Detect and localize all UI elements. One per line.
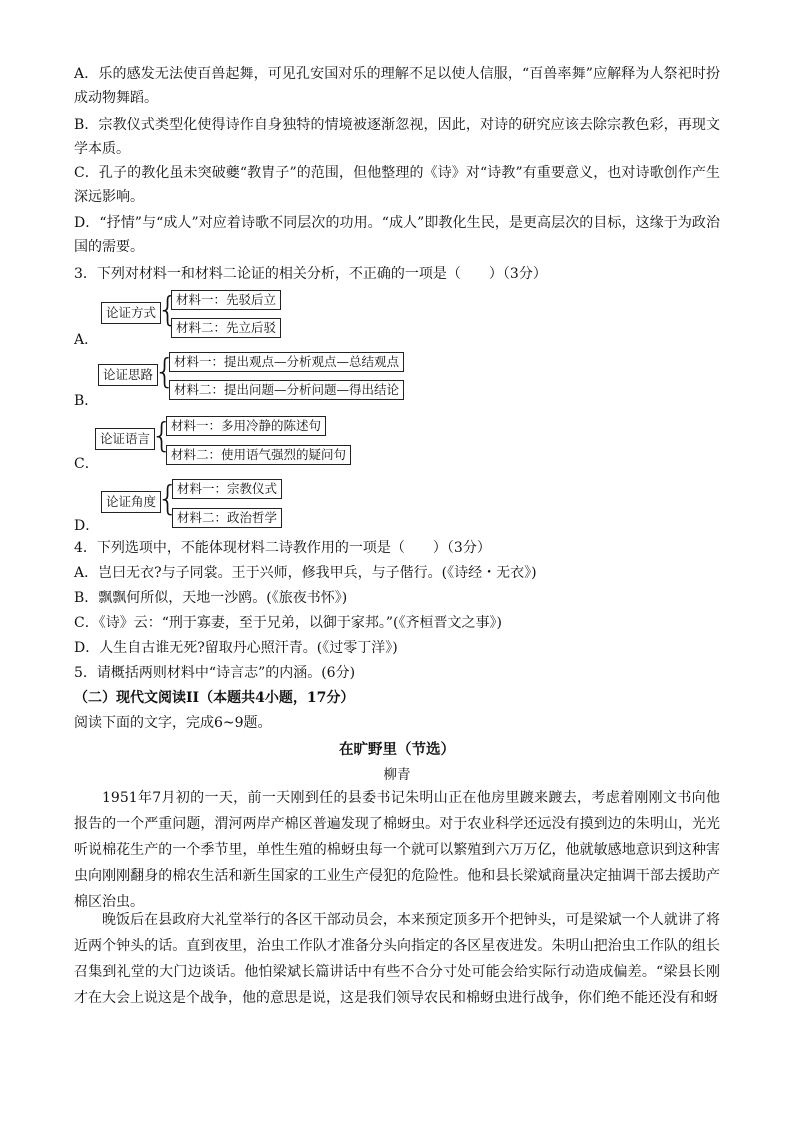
q3-option-d-main-box: 论证角度 bbox=[101, 491, 161, 513]
q3-stem: 3．下列对材料一和材料二论证的相关分析，不正确的一项是（ ）（3分） bbox=[74, 266, 547, 282]
q3-option-a-sub2: 材料二：先立后驳 bbox=[171, 318, 281, 338]
q2-option-b: B．宗教仪式类型化使得诗作自身独特的情境被逐渐忽视，因此，对诗的研究应该去除宗教色彩，再现文学本质。 bbox=[74, 117, 720, 157]
q3-option-a-main-box: 论证方式 bbox=[101, 302, 161, 324]
q3-option-c-letter: C． bbox=[74, 456, 99, 472]
article-paragraph-2: 晚饭后在县政府大礼堂举行的各区干部动员会，本来预定顶多开个把钟头，可是梁斌一个人就讲了将近两个钟头的话。直到夜里，治虫工作队才准备分头向指定的各区星夜进发。朱明山把治虫工作队的组长召集到礼堂的大门边谈话。他怕梁斌长篇讲话中有些不合分寸处可能会给实际行动造成偏差。“梁县长刚才在大会上说这是个战争，他的意思是说，这是我们领导农民和棉蚜虫进行战争，你们绝不能还没有和蚜 bbox=[74, 912, 720, 1006]
q3-option-d-sub2: 材料二：政治哲学 bbox=[172, 508, 282, 528]
q3-option-c-sub1: 材料一：多用冷静的陈述句 bbox=[166, 416, 326, 436]
article-paragraph-1: 1951年7月初的一天，前一天刚到任的县委书记朱明山正在他房里踱来踱去，考虑着刚刚文书向他报告的一个严重问题，渭河两岸产棉区普遍发现了棉蚜虫。对于农业科学还远没有摸到边的朱明山，光光听说棉花生产的一个季节里，单性生殖的棉蚜虫每一个就可以繁殖到六万万亿，他就敏感地意识到这种害虫向刚刚翻身的棉农生活和新生国家的工业生产侵犯的危险性。他和县长梁斌商量决定抽调干部去援助产棉区治虫。 bbox=[74, 790, 720, 910]
q3-option-b-sub2: 材料二：提出问题—分析问题—得出结论 bbox=[169, 380, 404, 400]
brace-icon: { bbox=[157, 479, 179, 519]
q3-option-d-sub1: 材料一：宗教仪式 bbox=[172, 479, 282, 499]
q5-stem: 5．请概括两则材料中“诗言志”的内涵。(6分) bbox=[74, 665, 356, 681]
q2-option-d: D．“抒情”与“成人”对应着诗歌不同层次的功用。“成人”即教化生民，是更高层次的目标，这缘于为政治国的需要。 bbox=[74, 215, 720, 255]
q3-option-c-main-box: 论证语言 bbox=[95, 428, 155, 450]
q2-option-c: C．孔子的教化虽未突破夔“教胄子”的范围，但他整理的《诗》对“诗教”有重要意义，也对诗歌创作产生深远影响。 bbox=[74, 165, 720, 205]
q3-option-b-sub1: 材料一：提出观点—分析观点—总结观点 bbox=[169, 352, 404, 372]
q4-stem: 4．下列选项中，不能体现材料二诗教作用的一项是（ ）（3分） bbox=[74, 540, 491, 556]
brace-icon: { bbox=[157, 290, 179, 330]
article-title: 在旷野里（节选） bbox=[339, 741, 455, 758]
q4-option-b: B．飘飘何所似，天地一沙鸥。(《旅夜书怀》) bbox=[74, 590, 348, 606]
q4-option-c: C．《诗》云：“刑于寡妻，至于兄弟，以御于家邦。”(《齐桓晋文之事》) bbox=[74, 615, 502, 631]
brace-icon: { bbox=[151, 416, 173, 456]
q4-option-a: A．岂曰无衣?与子同裳。王于兴师，修我甲兵，与子偕行。(《诗经・无衣》) bbox=[74, 565, 537, 581]
q3-option-b-letter: B． bbox=[74, 393, 99, 409]
q3-option-c-sub2: 材料二：使用语气强烈的疑问句 bbox=[166, 445, 351, 465]
q2-option-a: A．乐的感发无法使百兽起舞，可见孔安国对乐的理解不足以使人信服，“百兽率舞”应解释为人祭祀时扮成动物舞蹈。 bbox=[74, 66, 720, 106]
q3-option-d-letter: D． bbox=[74, 518, 100, 534]
section-instruction: 阅读下面的文字，完成6~9题。 bbox=[74, 715, 272, 731]
q3-option-b-main-box: 论证思路 bbox=[98, 364, 158, 386]
q3-option-a-letter: A． bbox=[74, 332, 99, 348]
section-heading: （二）现代文阅读II（本题共4小题，17分） bbox=[74, 690, 355, 706]
q3-option-a-sub1: 材料一：先驳后立 bbox=[171, 290, 281, 310]
q4-option-d: D．人生自古谁无死?留取丹心照汗青。(《过零丁洋》) bbox=[74, 640, 398, 656]
article-author: 柳青 bbox=[383, 767, 411, 783]
brace-icon: { bbox=[154, 352, 176, 392]
